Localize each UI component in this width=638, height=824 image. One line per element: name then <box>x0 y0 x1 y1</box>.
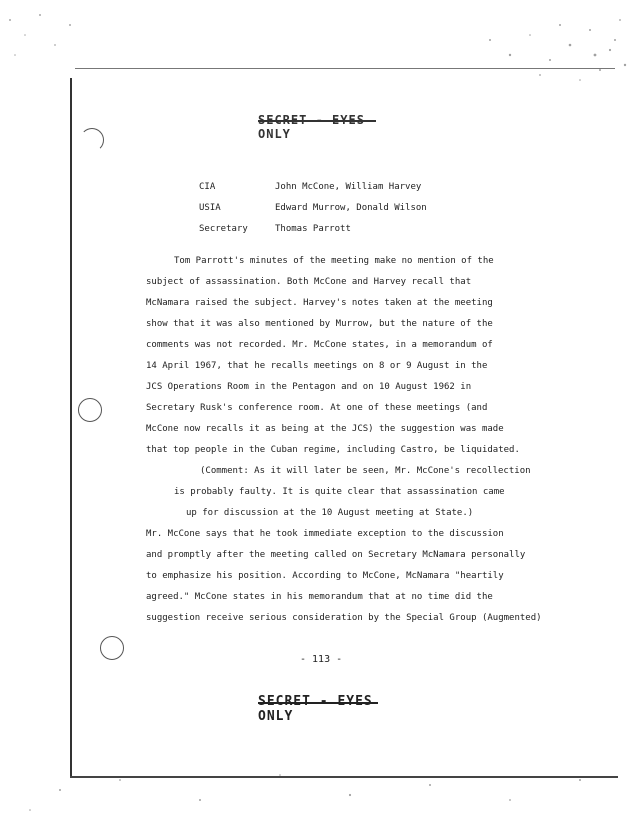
classification-header: ONLY <box>258 113 376 141</box>
text-line: up for discussion at the 10 August meeting at State.) <box>186 508 474 518</box>
text-line: McCone now recalls it as being at the JCS) the suggestion was made <box>146 424 504 434</box>
classification-footer: ONLY <box>258 694 378 724</box>
scan-noise-top-left <box>0 0 90 70</box>
text-line: (Comment: As it will later be seen, Mr. McCone's recollection <box>200 466 531 476</box>
page-number: - 113 - <box>300 654 343 665</box>
binder-hole-top <box>80 128 104 152</box>
text-line: to emphasize his position. According to McCone, McNamara "heartily <box>146 571 504 581</box>
text-line: Secretary Rusk's conference room. At one of these meetings (and <box>146 403 488 413</box>
binder-hole-bottom <box>100 636 124 660</box>
text-line: and promptly after the meeting called on Secretary McNamara personally <box>146 550 526 560</box>
footer-strikethrough <box>258 702 378 704</box>
distribution-org-secretary: Secretary <box>199 224 248 234</box>
header-strikethrough <box>258 120 376 122</box>
paragraph-1 <box>146 251 520 461</box>
text-line: agreed." McCone states in his memorandum that at no time did the <box>146 592 493 602</box>
scan-noise-bottom <box>0 760 638 824</box>
distribution-org-cia: CIA <box>199 182 216 192</box>
text-line: show that it was also mentioned by Murrow, but the nature of the <box>146 319 493 329</box>
scan-noise-top-right <box>470 0 638 95</box>
page-border-left <box>70 78 72 778</box>
text-line: McNamara raised the subject. Harvey's notes taken at the meeting <box>146 298 493 308</box>
paragraph-2 <box>146 524 542 629</box>
binder-hole-middle <box>78 398 102 422</box>
text-line: Tom Parrott's minutes of the meeting make no mention of the <box>174 256 494 266</box>
distribution-names-usia: Edward Murrow, Donald Wilson <box>275 203 427 213</box>
text-line: comments was not recorded. Mr. McCone states, in a memorandum of <box>146 340 493 350</box>
distribution-names-secretary: Thomas Parrott <box>275 224 351 234</box>
distribution-org-usia: USIA <box>199 203 221 213</box>
text-line: 14 April 1967, that he recalls meetings on 8 or 9 August in the <box>146 361 488 371</box>
text-line: JCS Operations Room in the Pentagon and on 10 August 1962 in <box>146 382 472 392</box>
text-line: suggestion receive serious consideration by the Special Group (Augmented) <box>146 613 542 623</box>
text-line: is probably faulty. It is quite clear that assassination came <box>174 487 505 497</box>
text-line: that top people in the Cuban regime, including Castro, be liquidated. <box>146 445 520 455</box>
text-line: Mr. McCone says that he took immediate exception to the discussion <box>146 529 504 539</box>
comment-block <box>170 461 531 524</box>
distribution-names-cia: John McCone, William Harvey <box>275 182 422 192</box>
text-line: subject of assassination. Both McCone and Harvey recall that <box>146 277 472 287</box>
